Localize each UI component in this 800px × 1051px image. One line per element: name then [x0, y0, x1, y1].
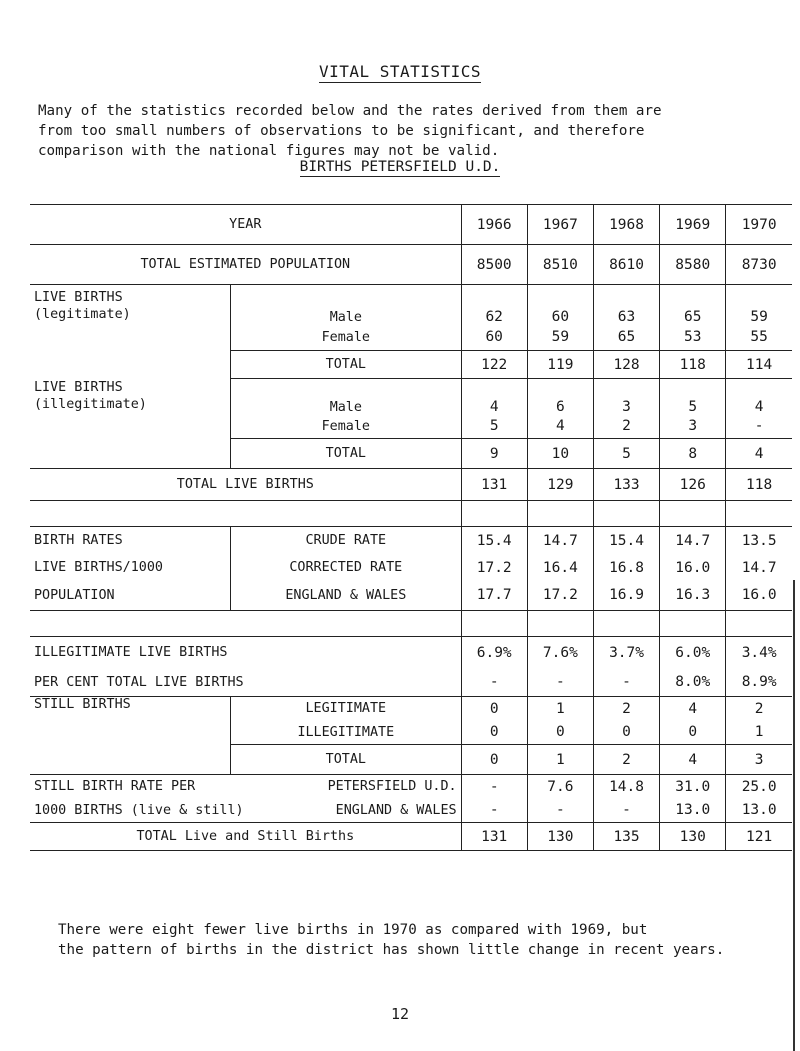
illegit-pct-cell: 3.7% [593, 637, 659, 669]
births-table [30, 204, 792, 851]
illegit-pct-cell: 3.4% [726, 637, 792, 669]
population-cell: 8610 [593, 245, 659, 285]
legit-total-row [30, 351, 792, 379]
still-rate-row2 [30, 799, 792, 823]
still-rate-row1 [30, 775, 792, 799]
legit-label [30, 285, 231, 325]
still-illegit-cell: 1 [726, 721, 792, 745]
legit-female-cell: 65 [593, 325, 659, 351]
still-rate-cell: 13.0 [726, 799, 792, 823]
illegit-pct-cell: 8.0% [660, 669, 726, 697]
illegit-male-cell: 4 [726, 379, 792, 415]
total-all-cell: 130 [660, 823, 726, 851]
year-cell: 1967 [527, 205, 593, 245]
corrected-rate-cell: 16.4 [527, 555, 593, 581]
still-rate-label-text1: STILL BIRTH RATE PER [34, 779, 196, 795]
legit-total-cell: 114 [726, 351, 792, 379]
population-row [30, 245, 792, 285]
scan-edge-line [793, 580, 795, 1051]
illegit-pct-cell: - [593, 669, 659, 697]
rates-label-line2: LIVE BIRTHS/1000 [34, 560, 163, 575]
still-legit-cell: 1 [527, 697, 593, 721]
corrected-rate-cell: 17.2 [461, 555, 527, 581]
corrected-rate-cell: 14.7 [726, 555, 792, 581]
england-rate-label: ENGLAND & WALES [231, 581, 462, 611]
legit-male-cell: 63 [593, 285, 659, 325]
illegit-male-cell: 3 [593, 379, 659, 415]
still-rate-cell: 7.6 [527, 775, 593, 799]
still-rate-sublabel-petersfield: PETERSFIELD U.D. [327, 779, 457, 795]
population-label: TOTAL ESTIMATED POPULATION [30, 245, 461, 285]
illegit-male-cell: 6 [527, 379, 593, 415]
illegit-label [30, 379, 231, 415]
illegit-female-cell: 4 [527, 415, 593, 439]
population-cell: 8730 [726, 245, 792, 285]
page-number: 12 [390, 1005, 410, 1023]
crude-rate-cell: 15.4 [461, 527, 527, 555]
corrected-rate-cell: 16.0 [660, 555, 726, 581]
crude-rate-row [30, 527, 792, 555]
still-rate-cell: - [461, 799, 527, 823]
still-illegit-label: ILLEGITIMATE [231, 721, 462, 745]
illegit-female-cell: 2 [593, 415, 659, 439]
illegit-male-row [30, 379, 792, 415]
england-rate-row [30, 581, 792, 611]
still-total-label: TOTAL [231, 745, 462, 775]
total-live-cell: 131 [461, 469, 527, 501]
total-all-cell: 121 [726, 823, 792, 851]
legit-label-line1: LIVE BIRTHS [34, 290, 123, 305]
still-total-cell: 2 [593, 745, 659, 775]
illegit-female-cell: - [726, 415, 792, 439]
illegit-female-row [30, 415, 792, 439]
year-cell: 1968 [593, 205, 659, 245]
illegit-total-row [30, 439, 792, 469]
total-all-row [30, 823, 792, 851]
corrected-rate-row [30, 555, 792, 581]
still-rate-cell: - [527, 799, 593, 823]
still-illegit-cell: 0 [527, 721, 593, 745]
crude-rate-cell: 14.7 [660, 527, 726, 555]
still-legit-cell: 0 [461, 697, 527, 721]
illegit-total-cell: 4 [726, 439, 792, 469]
still-rate-sublabel-england: ENGLAND & WALES [335, 802, 457, 818]
spacer-row [30, 501, 792, 527]
illegit-pct-cell: 6.9% [461, 637, 527, 669]
england-rate-cell: 16.3 [660, 581, 726, 611]
still-illegit-cell: 0 [461, 721, 527, 745]
illegit-pct-cell: - [527, 669, 593, 697]
legit-male-cell: 59 [726, 285, 792, 325]
illegit-label-line2: (illegitimate) [34, 396, 147, 412]
table-title: BIRTHS PETERSFIELD U.D. [299, 159, 501, 175]
england-rate-cell: 16.0 [726, 581, 792, 611]
still-rate-label-line2 [30, 799, 461, 823]
legit-male-cell: 60 [527, 285, 593, 325]
still-illegit-row [30, 721, 792, 745]
illegit-male-label: Male [231, 379, 462, 415]
illegit-total-cell: 9 [461, 439, 527, 469]
illegit-pct-row2 [30, 669, 792, 697]
still-legit-label: LEGITIMATE [231, 697, 462, 721]
legit-male-cell: 65 [660, 285, 726, 325]
still-total-cell: 1 [527, 745, 593, 775]
total-all-cell: 131 [461, 823, 527, 851]
illegit-pct-row [30, 637, 792, 669]
illegit-male-cell: 4 [461, 379, 527, 415]
illegit-female-label: Female [231, 415, 462, 439]
legit-male-row [30, 285, 792, 325]
illegit-pct-label-line2: PER CENT TOTAL LIVE BIRTHS [34, 674, 244, 690]
still-legit-cell: 4 [660, 697, 726, 721]
still-illegit-cell: 0 [593, 721, 659, 745]
legit-male-label: Male [231, 285, 462, 325]
legit-male-cell: 62 [461, 285, 527, 325]
total-live-cell: 129 [527, 469, 593, 501]
legit-female-cell: 59 [527, 325, 593, 351]
total-all-label: TOTAL Live and Still Births [30, 823, 461, 851]
total-live-row [30, 469, 792, 501]
spacer-row [30, 611, 792, 637]
total-all-cell: 130 [527, 823, 593, 851]
illegit-label-line1: LIVE BIRTHS [34, 379, 123, 395]
illegit-female-cell: 3 [660, 415, 726, 439]
still-rate-label-line1 [30, 775, 461, 799]
legit-total-cell: 119 [527, 351, 593, 379]
still-legit-cell: 2 [593, 697, 659, 721]
total-live-cell: 118 [726, 469, 792, 501]
legit-female-cell: 53 [660, 325, 726, 351]
legit-female-cell: 55 [726, 325, 792, 351]
illegit-total-cell: 8 [660, 439, 726, 469]
still-total-cell: 4 [660, 745, 726, 775]
year-row [30, 205, 792, 245]
still-total-row [30, 745, 792, 775]
still-rate-cell: 14.8 [593, 775, 659, 799]
corrected-rate-label: CORRECTED RATE [231, 555, 462, 581]
total-live-cell: 126 [660, 469, 726, 501]
still-illegit-cell: 0 [660, 721, 726, 745]
year-label: YEAR [30, 205, 461, 245]
still-rate-label-text2: 1000 BIRTHS (live & still) [34, 802, 244, 818]
intro-paragraph: Many of the statistics recorded below and the rates derived from them are from too small numbers of observations to be significant, and therefore comparison with the national figures may not be valid. [38, 103, 662, 159]
corrected-rate-cell: 16.8 [593, 555, 659, 581]
still-rate-cell: 13.0 [660, 799, 726, 823]
england-rate-cell: 17.7 [461, 581, 527, 611]
still-births-label: STILL BIRTHS [30, 697, 231, 721]
total-live-label: TOTAL LIVE BIRTHS [30, 469, 461, 501]
population-cell: 8580 [660, 245, 726, 285]
illegit-pct-cell: 7.6% [527, 637, 593, 669]
still-rate-cell: 31.0 [660, 775, 726, 799]
illegit-pct-cell: 8.9% [726, 669, 792, 697]
legit-label-line2: (legitimate) [34, 307, 131, 322]
total-all-cell: 135 [593, 823, 659, 851]
illegit-total-cell: 5 [593, 439, 659, 469]
illegit-pct-label-line1: ILLEGITIMATE LIVE BIRTHS [30, 637, 461, 669]
total-live-cell: 133 [593, 469, 659, 501]
still-legit-row [30, 697, 792, 721]
summary-paragraph: There were eight fewer live births in 1970 as compared with 1969, but the pattern of births in the district has shown little change in recent years. [58, 922, 725, 958]
legit-total-cell: 122 [461, 351, 527, 379]
crude-rate-cell: 14.7 [527, 527, 593, 555]
rates-label-line1: BIRTH RATES [30, 527, 231, 555]
population-cell: 8510 [527, 245, 593, 285]
population-cell: 8500 [461, 245, 527, 285]
year-cell: 1969 [660, 205, 726, 245]
still-rate-cell: 25.0 [726, 775, 792, 799]
still-rate-cell: - [593, 799, 659, 823]
legit-total-label: TOTAL [231, 351, 462, 379]
year-cell: 1966 [461, 205, 527, 245]
page-title: VITAL STATISTICS [318, 62, 482, 81]
england-rate-cell: 17.2 [527, 581, 593, 611]
illegit-total-cell: 10 [527, 439, 593, 469]
illegit-male-cell: 5 [660, 379, 726, 415]
still-total-cell: 0 [461, 745, 527, 775]
legit-total-cell: 118 [660, 351, 726, 379]
legit-female-label: Female [231, 325, 462, 351]
legit-female-row [30, 325, 792, 351]
illegit-pct-cell: - [461, 669, 527, 697]
illegit-total-label: TOTAL [231, 439, 462, 469]
still-legit-cell: 2 [726, 697, 792, 721]
crude-rate-cell: 13.5 [726, 527, 792, 555]
still-rate-cell: - [461, 775, 527, 799]
legit-female-cell: 60 [461, 325, 527, 351]
illegit-pct-cell: 6.0% [660, 637, 726, 669]
crude-rate-cell: 15.4 [593, 527, 659, 555]
year-cell: 1970 [726, 205, 792, 245]
england-rate-cell: 16.9 [593, 581, 659, 611]
rates-label-line3: POPULATION [34, 587, 115, 603]
illegit-female-cell: 5 [461, 415, 527, 439]
crude-rate-label: CRUDE RATE [231, 527, 462, 555]
still-total-cell: 3 [726, 745, 792, 775]
legit-total-cell: 128 [593, 351, 659, 379]
